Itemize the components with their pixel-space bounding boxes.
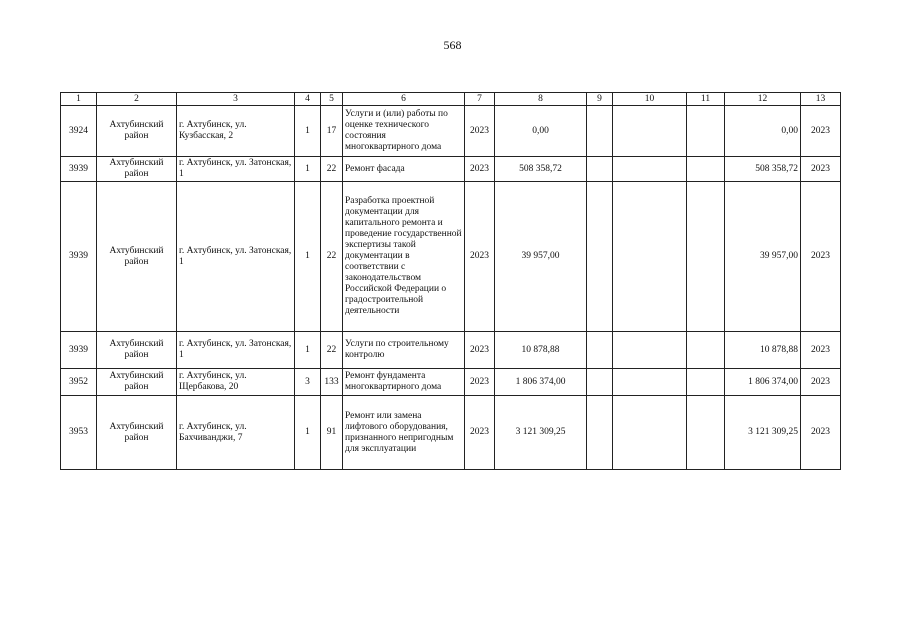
col10-cell xyxy=(613,157,687,182)
work-type-cell: Услуги и (или) работы по оценке технического состояния многоквартирного дома xyxy=(343,106,465,157)
col4-cell: 1 xyxy=(295,157,321,182)
column-header: 11 xyxy=(687,93,725,106)
col4-cell: 3 xyxy=(295,369,321,396)
table-row xyxy=(61,157,841,182)
table-row xyxy=(61,106,841,157)
row-id: 3924 xyxy=(61,106,97,157)
address-cell: г. Ахтубинск, ул. Бахчиванджи, 7 xyxy=(177,396,295,470)
year-cell: 2023 xyxy=(465,396,495,470)
column-header: 6 xyxy=(343,93,465,106)
col5-cell: 22 xyxy=(321,332,343,369)
column-header: 9 xyxy=(587,93,613,106)
col11-cell xyxy=(687,182,725,332)
district-cell: Ахтубинский район xyxy=(97,369,177,396)
district-cell: Ахтубинский район xyxy=(97,332,177,369)
col11-cell xyxy=(687,396,725,470)
col4-cell: 1 xyxy=(295,396,321,470)
district-cell: Ахтубинский район xyxy=(97,182,177,332)
column-header: 13 xyxy=(801,93,841,106)
year-cell: 2023 xyxy=(465,369,495,396)
column-header: 10 xyxy=(613,93,687,106)
work-type-cell: Ремонт фундамента многоквартирного дома xyxy=(343,369,465,396)
column-header: 3 xyxy=(177,93,295,106)
address-cell: г. Ахтубинск, ул. Затонская, 1 xyxy=(177,332,295,369)
table-row xyxy=(61,369,841,396)
col4-cell: 1 xyxy=(295,106,321,157)
address-cell: г. Ахтубинск, ул. Затонская, 1 xyxy=(177,182,295,332)
amount-cell: 508 358,72 xyxy=(495,157,587,182)
end-year-cell: 2023 xyxy=(801,106,841,157)
col11-cell xyxy=(687,369,725,396)
end-year-cell: 2023 xyxy=(801,396,841,470)
address-cell: г. Ахтубинск, ул. Кузбасская, 2 xyxy=(177,106,295,157)
end-year-cell: 2023 xyxy=(801,157,841,182)
row-id: 3939 xyxy=(61,182,97,332)
col10-cell xyxy=(613,106,687,157)
register-table xyxy=(60,92,841,470)
page-number: 568 xyxy=(443,38,462,52)
end-year-cell: 2023 xyxy=(801,369,841,396)
year-cell: 2023 xyxy=(465,332,495,369)
total-cell: 10 878,88 xyxy=(725,332,801,369)
address-cell: г. Ахтубинск, ул. Затонская, 1 xyxy=(177,157,295,182)
work-type-cell: Ремонт фасада xyxy=(343,157,465,182)
column-number-row xyxy=(61,93,841,106)
col5-cell: 22 xyxy=(321,182,343,332)
amount-cell: 1 806 374,00 xyxy=(495,369,587,396)
col9-cell xyxy=(587,332,613,369)
column-header: 4 xyxy=(295,93,321,106)
total-cell: 508 358,72 xyxy=(725,157,801,182)
row-id: 3939 xyxy=(61,157,97,182)
col5-cell: 17 xyxy=(321,106,343,157)
year-cell: 2023 xyxy=(465,106,495,157)
col9-cell xyxy=(587,106,613,157)
col11-cell xyxy=(687,157,725,182)
district-cell: Ахтубинский район xyxy=(97,157,177,182)
col5-cell: 91 xyxy=(321,396,343,470)
col5-cell: 133 xyxy=(321,369,343,396)
row-id: 3939 xyxy=(61,332,97,369)
year-cell: 2023 xyxy=(465,157,495,182)
amount-cell: 39 957,00 xyxy=(495,182,587,332)
total-cell: 3 121 309,25 xyxy=(725,396,801,470)
col10-cell xyxy=(613,396,687,470)
column-header: 5 xyxy=(321,93,343,106)
total-cell: 0,00 xyxy=(725,106,801,157)
total-cell: 39 957,00 xyxy=(725,182,801,332)
column-header: 7 xyxy=(465,93,495,106)
total-cell: 1 806 374,00 xyxy=(725,369,801,396)
col9-cell xyxy=(587,369,613,396)
work-type-cell: Услуги по строительному контролю xyxy=(343,332,465,369)
district-cell: Ахтубинский район xyxy=(97,396,177,470)
table-row xyxy=(61,332,841,369)
col10-cell xyxy=(613,182,687,332)
work-type-cell: Разработка проектной документации для капитального ремонта и проведение государственной экспертизы такой документации в соответствии с законодательством Российской Федерации о градостроительной деятельности xyxy=(343,182,465,332)
col11-cell xyxy=(687,106,725,157)
col4-cell: 1 xyxy=(295,182,321,332)
col9-cell xyxy=(587,157,613,182)
address-cell: г. Ахтубинск, ул. Щербакова, 20 xyxy=(177,369,295,396)
amount-cell: 3 121 309,25 xyxy=(495,396,587,470)
col10-cell xyxy=(613,332,687,369)
end-year-cell: 2023 xyxy=(801,332,841,369)
col11-cell xyxy=(687,332,725,369)
amount-cell: 0,00 xyxy=(495,106,587,157)
row-id: 3953 xyxy=(61,396,97,470)
amount-cell: 10 878,88 xyxy=(495,332,587,369)
table-row xyxy=(61,396,841,470)
col10-cell xyxy=(613,369,687,396)
row-id: 3952 xyxy=(61,369,97,396)
district-cell: Ахтубинский район xyxy=(97,106,177,157)
col4-cell: 1 xyxy=(295,332,321,369)
column-header: 2 xyxy=(97,93,177,106)
col9-cell xyxy=(587,396,613,470)
table-row xyxy=(61,182,841,332)
col5-cell: 22 xyxy=(321,157,343,182)
col9-cell xyxy=(587,182,613,332)
work-type-cell: Ремонт или замена лифтового оборудования, признанного непригодным для эксплуатации xyxy=(343,396,465,470)
column-header: 1 xyxy=(61,93,97,106)
column-header: 8 xyxy=(495,93,587,106)
year-cell: 2023 xyxy=(465,182,495,332)
column-header: 12 xyxy=(725,93,801,106)
end-year-cell: 2023 xyxy=(801,182,841,332)
